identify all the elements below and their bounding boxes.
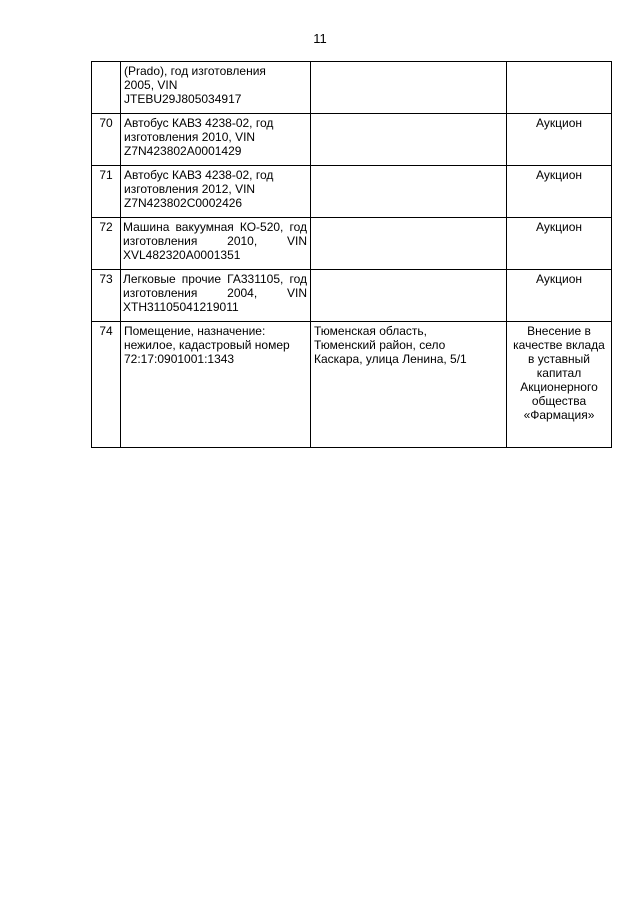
property-address bbox=[311, 218, 507, 270]
property-name: Автобус КАВЗ 4238-02, год изготовления 2012, VIN Z7N423802C0002426 bbox=[121, 166, 311, 218]
property-name: Машина вакуумная КО-520, год изготовления 2010, VIN XVL482320A0001351 bbox=[121, 218, 311, 270]
table-row bbox=[92, 322, 612, 448]
row-number: 73 bbox=[92, 270, 121, 322]
property-address bbox=[311, 166, 507, 218]
privatization-method bbox=[507, 62, 612, 114]
table-row bbox=[92, 62, 612, 114]
property-address bbox=[311, 270, 507, 322]
page-number: 11 bbox=[313, 31, 327, 46]
privatization-method: Аукцион bbox=[507, 218, 612, 270]
privatization-method: Аукцион bbox=[507, 270, 612, 322]
property-table bbox=[91, 61, 612, 448]
row-number: 74 bbox=[92, 322, 121, 448]
privatization-method: Аукцион bbox=[507, 114, 612, 166]
table-row bbox=[92, 218, 612, 270]
row-number: 70 bbox=[92, 114, 121, 166]
row-number: 72 bbox=[92, 218, 121, 270]
privatization-method: Внесение в качестве вклада в уставный капитал Акционерного общества «Фармация» bbox=[507, 322, 612, 448]
table-row bbox=[92, 270, 612, 322]
property-name: Помещение, назначение: нежилое, кадастровый номер 72:17:0901001:1343 bbox=[121, 322, 311, 448]
table-row bbox=[92, 166, 612, 218]
property-name: (Prado), год изготовления 2005, VIN JTEBU29J805034917 bbox=[121, 62, 311, 114]
property-name: Легковые прочие ГА331105, год изготовления 2004, VIN XTH31105041219011 bbox=[121, 270, 311, 322]
property-address bbox=[311, 114, 507, 166]
property-address bbox=[311, 62, 507, 114]
property-name: Автобус КАВЗ 4238-02, год изготовления 2010, VIN Z7N423802A0001429 bbox=[121, 114, 311, 166]
property-address: Тюменская область, Тюменский район, село Каскара, улица Ленина, 5/1 bbox=[311, 322, 507, 448]
privatization-method: Аукцион bbox=[507, 166, 612, 218]
row-number bbox=[92, 62, 121, 114]
row-number: 71 bbox=[92, 166, 121, 218]
table-row bbox=[92, 114, 612, 166]
